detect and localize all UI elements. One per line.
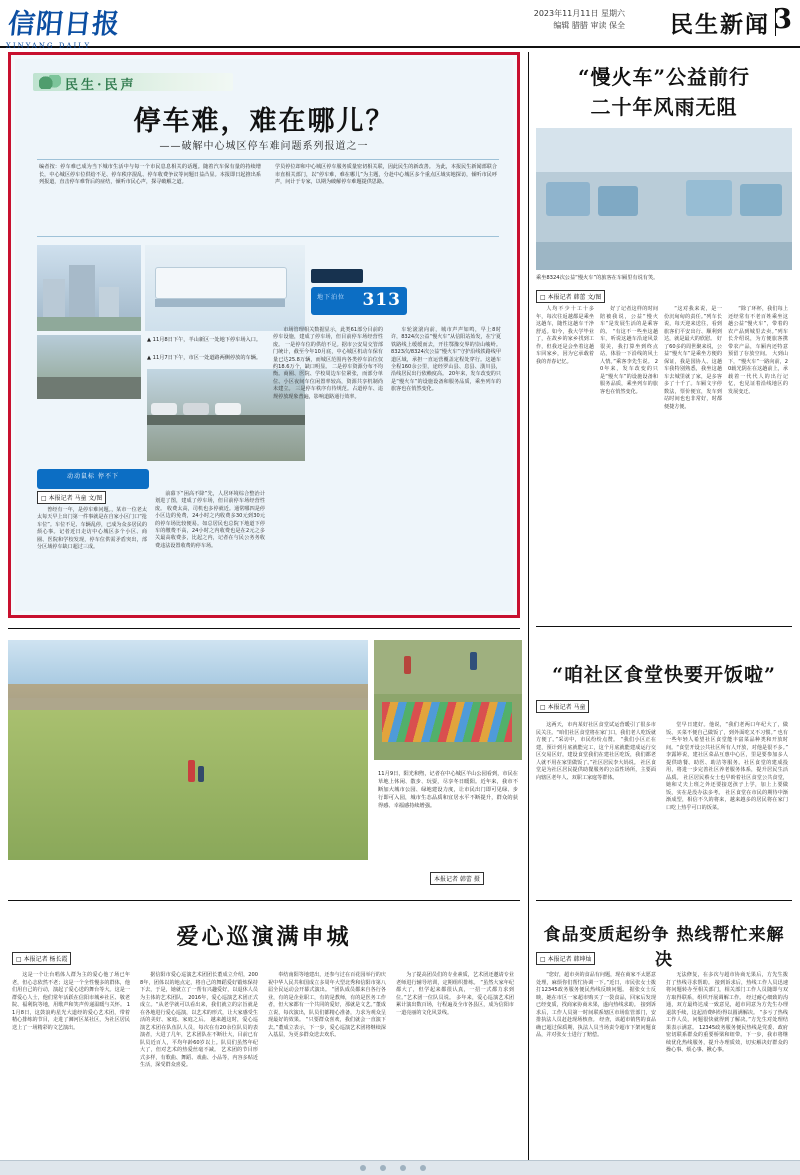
person-figure	[188, 760, 195, 782]
logo-text: 信阳日报	[6, 9, 122, 40]
charity-para-3: 奉结南阳等地建出，还参与过在百花园举行的庆祝中华人民共和国成立多周年大型北秀和信阳市第八届全民运动会开幕式演出。 “团队成员都来自各行各业，有的是企业职工，有的是教师，有的是医务工作者，但大家都有一个共同的爱好，那就是文艺。”董成立说，每次演出，队员们都精心准备，力求为观众呈现最好的效果。 “只要群众喜欢，我们就会一直演下去。”董成立表示，下一步，爱心巡演艺术团将继续深入基层，为更多群众送去欢乐。	[268, 972, 386, 1038]
canteen-column-1	[536, 722, 656, 890]
section-title: 民生新闻	[670, 11, 770, 38]
feature-column-3	[273, 327, 383, 615]
masthead	[0, 0, 800, 48]
charity-para-2: 据信阳市爱心巡演艺术团团长董成立介绍，2008年，团体以的地点定，将自己的舞蹈爱好锻炼保持下去，于是，她就立了一帮有兴趣爱好，以退休人员为主体的艺术团队。 2016年，爱心巡演艺术团正式成立。“从老学就可以看出来，我们就立的宗旨就是在各地进行爱心巡演，以艺术的形式，让大家感受生活的美好、家庭、家庭之后。 越来越这时，爱心巡演艺术团在队伍队人员，每次在有20余位队员的表演者，大进了几年，艺术团队在不断壮大，目前已有队员近百人，平均年龄60岁以上。队员们虽然年纪大了，但对艺术的热爱丝毫不减。 艺术团的节目形式多样，有歌曲、舞蹈、戏曲、小品等，内容多贴近生活，深受群众喜爱。	[140, 972, 258, 1068]
editor-note	[37, 159, 499, 237]
feature-inner	[15, 59, 513, 611]
page-number: 3	[773, 4, 792, 35]
person-figure	[198, 766, 204, 782]
feature-subhead: ——破解中心城区停车难问题系列报道之一	[159, 141, 369, 152]
feature-column-1	[37, 507, 147, 554]
feature-photo2-caption: ▲ 11月7日下午，市区一处道路两侧停放的车辆。	[147, 355, 262, 361]
divider-vertical	[528, 52, 529, 1162]
person-figure	[404, 656, 411, 674]
divider-right-top	[536, 626, 792, 627]
charity-story-byline: □ 本报记者 杨长霞	[12, 952, 71, 965]
slogan-text: 动动鼠标 停不下	[67, 473, 119, 480]
slogan-badge	[37, 469, 149, 489]
train-para-4: “除了环杯，我们每上还经常有不老百姓乘坐这趟公益“慢火车”，带着的农产品到城里去卖。”列车长介绍说，为方便旅客携带农产品，车厢内还特意预留了存放空间。 大到山下，“慢火车”一路向前，20载光阴在在这趟前上，承载着一代代人的出行记忆，也见证着沿线地区的发展变迁。	[728, 306, 788, 395]
footer-dot	[360, 1165, 366, 1171]
train-headline-line1: “慢火车”公益前行	[577, 65, 750, 89]
hotline-story-byline: □ 本报记者 韩坤灿	[536, 952, 595, 965]
hotline-para-2: 无法修复，在多次与超市协商无果后，方先生拨打了热线寻求帮助。 接到诉求后，热线工作人员迅速将问题转办至相关部门，相关部门工作人员随即与双方取得联系，组织开展调解工作。 经过耐心细致的沟通，双方最终达成一致意见，超市同意为方先生办理退款手续，这起消费纠纷得以圆满解决。 “多亏了热线工作人员，问题很快就得到了解决。”方先生对处理结果表示满意。 12345政务服务便民热线是党委、政府密切联系群众的重要桥梁和纽带。下一步，我市将继续优化热线服务，提升办理质效，切实解决好群众的操心事、烦心事、揪心事。	[666, 972, 788, 1053]
train-column-4	[728, 306, 788, 606]
train-para-3: “这对我来说，是一份沉甸甸的责任。”列车长说，每天迎来送往，看到旅客们平安出行、顺利到达，就是最大的欣慰。 好了60多的周世聚来说，公益“慢火车”是乘坐方便的保证，我是国协人、这趟车我特别熟悉，我坐这趟车去城里就了家，是多客多了十千了。车厢文字停数法，票价便宜，发车到站时间也也非常好，时都便捷方便。	[664, 306, 722, 410]
hotline-story-headline: 食品变质起纷争 热线帮忙来解决	[543, 925, 785, 970]
leaf-icon	[39, 75, 61, 89]
masthead-date	[534, 8, 625, 32]
photo-playground	[374, 640, 522, 760]
editor-line: 编辑 腊腊 审读 保全	[553, 21, 625, 30]
train-para-1: 人均不少十工十多年，每次往返越都是乘坐这趟车，随性这趟车干净舒适。如今，我大学毕业了，在故乡的家乡找到工作，但我还是会坐着这趟车回家乡，因为它承载着我的青春记忆。	[536, 306, 594, 365]
underground-parking-badge	[311, 287, 407, 315]
feature-column-4	[391, 327, 501, 615]
park-photo-byline: 本报记者 韩蕾 摄	[430, 872, 484, 885]
feature-article	[8, 52, 520, 618]
footer-strip	[0, 1160, 800, 1175]
canteen-column-2	[666, 722, 788, 890]
badge-count: 313	[362, 290, 401, 310]
photo-street-parking	[37, 335, 141, 399]
newspaper-logo	[5, 2, 122, 50]
charity-column-2	[140, 972, 258, 1162]
banner-label: 民生·民声	[65, 78, 137, 93]
colored-pavement	[382, 702, 512, 742]
train-headline-line2: 二十年风雨无阻	[590, 95, 738, 119]
feature-para-4: 车轮滚滚向前，城市声声如鸣，早上8时许，8324次公益“慢火车”从信阳站始发，在宁夏铁路线上缓缓而去，开往鄂豫交界的崇山峻岭。 8323次/8324次公益“慢火车”守护沿线铁路线甲道区域，承担一直运营覆盖定程处穿行。这趟车全程160余公里，途经罗山县、息县、潢川县，沿线居民出行依赖度高。 20年来，发车改变的只是“慢火车”的设施设备和服务品质，乘坐列车的旅客也在悄然变化。	[391, 327, 501, 393]
divider-center	[8, 628, 520, 629]
editor-note-left: 编者按：停车难已成为当下城市生活中与每一个市民息息相关的话题。随着汽车保有量的持续增长，中心城区停车位供给不足、停车秩序混乱、停车收费争议等问题日益凸显。本报即日起推出系列报道，直击停车难背后的症结，倾听市民心声，探寻破解之道。	[39, 164, 261, 186]
train-column-3	[664, 306, 722, 606]
hotline-column-2	[666, 972, 788, 1162]
feature-photo1-caption: ▲ 11月8日下午，羊山新区一处地下停车场入口。	[147, 337, 262, 343]
hotline-column-1	[536, 972, 656, 1162]
train-story-byline: □ 本报记者 韩蕾 文/图	[536, 290, 605, 303]
divider-bottom-left	[8, 900, 520, 901]
train-column-2	[600, 306, 658, 606]
feature-para-2: 前幕下“困高不降”先，人居环境综合整治计划进了图，建成了停车场，但目前停车场经营性废。 收费太高，司机也多停就近。通常哪四是停小区边的免费，24小时之内收费多30元到30元的停车场比较便易。如总居民也总院下地道下停车的缴费不高，24小时之内收费也是在2元之多关最高收费多，比起之内，记者在与民公务务收费违法设置收费的停车场。	[155, 491, 265, 549]
charity-para-4: 为了提高团员们的专业素质，艺术团还邀请专业老师进行辅导培训，定期组织排练。 “虽然大家年纪都大了，但学起来都很认真，一招一式都力求到位。”艺术团一位队员说。 多年来，爱心巡演艺术团累计演出数百场，行程遍及全市各县区，成为信阳市一道亮丽的文化风景线。	[396, 972, 514, 1016]
badge-label: 地下泊位	[317, 294, 346, 301]
feature-byline: □ 本报记者 马童 文/图	[37, 491, 106, 504]
charity-story-headline: 爱心巡演满申城	[176, 924, 352, 950]
photo-train-interior	[536, 128, 792, 270]
train-column-1	[536, 306, 594, 606]
footer-dot	[400, 1165, 406, 1171]
footer-dot	[380, 1165, 386, 1171]
train-story-headline	[536, 62, 792, 122]
train-photo-caption: 乘坐8324次公益“慢火车”的旅客在车厢里有说有笑。	[536, 275, 659, 281]
feature-para-3: 市场管理相关数据显示，此类61部分目前的停车设施，建成了停车场，但目前停车场经营性废。 一是停车位的供给不足。据市公安局交管部门统计，截至今年10月底，中心城区机动车保有量已达25.8万辆，而城区范围内各类停车泊位仅约18.6万个，缺口明显。 二是停车资源分布不均衡。商圈、医院、学校周边车位紧张，而部分单位、小区夜间车位闲置率较高，资源共享机制尚未建立。 三是停车秩序有待规范。占道停车、违规停放现象普遍，影响道路通行效率。	[273, 327, 383, 400]
person-figure	[470, 652, 477, 670]
date-line: 2023年11月11日 星期六	[533, 9, 625, 18]
lcd-display-icon	[311, 269, 363, 283]
photo-park-lawn	[8, 640, 368, 860]
park-photo-caption: 11月9日，阳光和煦，记者在中心城区羊山公园看到，市民在草地上休闲、散步、玩耍，尽享冬日暖阳。近年来，我市不断加大城市公园、绿地建设力度，让市民出门即可见绿、步行即可入园，城市生态品质和宜居水平不断提升，群众的获得感、幸福感持续增强。	[378, 771, 518, 809]
train-para-2: 好了记者这样的时间陪被我说，公益“慢火车”是发展生活的是乘客的。 “有这不一些坐这趟车，听说这趟车沿途风景很美，我打算坐到终点站，体验一下沿线的风土人情。”乘客李先生说。 20年来，发车改变的只是“慢火车”的设施设备和服务品质，乘坐列车的旅客也在悄然变化。	[600, 306, 658, 395]
photo-buildings	[37, 245, 141, 331]
footer-dot	[420, 1165, 426, 1171]
canteen-story-byline: □ 本报记者 马童	[536, 700, 589, 713]
divider-bottom-right	[536, 900, 792, 901]
feature-banner	[33, 67, 233, 95]
photo-parking-illustration	[145, 245, 305, 331]
charity-column-3	[268, 972, 386, 1162]
charity-column-1	[12, 972, 130, 1162]
feature-para-1: 曾经有一年，是停车难问题。，某市一位老太太每天早上出门第一件事就是在自家小区门口“抢车位”。车位不足、车辆乱停，已成为众多居民的烦心事。记者近日走访中心城区多个小区、商圈、医院和学校发现，停车位供需矛盾突出，部分区域停车缺口超过三成。	[37, 507, 147, 551]
canteen-para-2: 堂早日建好。他说，“我们老两口年纪大了，做饭、买菜不便自己做饭了，到外面吃又不习惯。” 也有一些年轻人希望社区食堂能丰富菜品种类和开放时间。“食堂开设公共社区所有人开放，对他是很不多。” 李露婷说，建社区菜品互惠中心区，里是要参加多人提供助餐、助医、助洁等服务。社区食堂的建成投用，将进一步完善社区养老服务体系，提升居民生活品质。 社区居民蔡女士也早盼着社区食堂公共食堂，她和丈夫上班之外还要接送孩子上学，加上上要做饭，实在是没办法多考。 社区食堂在市民的期待中渐渐成型，相信不久的将来，越来越多的居民将在家门口吃上热乎可口的饭菜。	[666, 722, 788, 811]
logo-pinyin: XINYANG DAILY	[5, 42, 92, 50]
canteen-story-headline: “咱社区食堂快要开饭啦”	[552, 664, 776, 686]
feature-column-2	[155, 491, 265, 553]
charity-para-1: 这是一个让台唱体人群为主的爱心他了场已年老，但心志依然不老；这是一个全性慢多的群体，他们用自己的行动，演起了爱心送的舞台等大。这是一群爱心人士，他们常年活跃在信阳市城乡社区、敬老院、福利院等地，用歌声和笑声传递温暖与关怀。 11月8日，这鼓浪屿星光大道经的爱心艺术团，带着精心排练的节目，走进了浉河区某社区，为社区居民送上了一场精彩的文艺演出。	[12, 972, 130, 1031]
feature-headline: 停车难，难在哪儿？	[133, 106, 395, 137]
hotline-para-1: “您好，超市卖的食品有问题，现在商家不太愿意处理，麻烦你们帮忙协调一下。”近日，市民张女士拨打12345政务服务便民热线反映问题。 据张女士反映，她在市区一家超市购买了一袋食品，回家后发现已经变质，找商家协商未果，遂向热线求助。 接到诉求后，工作人员第一时间联系辖区市场监管部门，安排执法人员赶赴现场核查。 经查，该超市销售的食品确已超过保质期，执法人员当场责令超市下架问题食品，并对张女士进行了赔偿。	[536, 972, 656, 1038]
charity-column-4	[396, 972, 514, 1162]
canteen-para-1: 这两天，市内某好社区食堂试运营暖引了很多市民关注。“咱们社区食堂将在家门口，我们老人吃饭就方便了。”采访中，市民纷纷点赞。 “我们小区正在建，预计到月底就能完工，这个月底就能建成运行交区交易区好，建设食堂我们在建社区吃饭，我们都老人就不用在家里做饭了。”社区居民李大妈说。 社区食堂是为社区居民提供助餐服务的公益性场所，主要面向辖区老年人、双职工家庭等群体。	[536, 722, 656, 781]
editor-note-right: 学员停位却和中心城区停车服务质量密切相关联，因此民生的新改善。 为此，本报民生新闻部联合市直相关部门，以“停车难，难在哪儿”为主题，分赴中心城区多个重点区域实地探访，倾听市民呼声，问计于专家，以期为破解停车难题提供思路。	[275, 164, 497, 186]
